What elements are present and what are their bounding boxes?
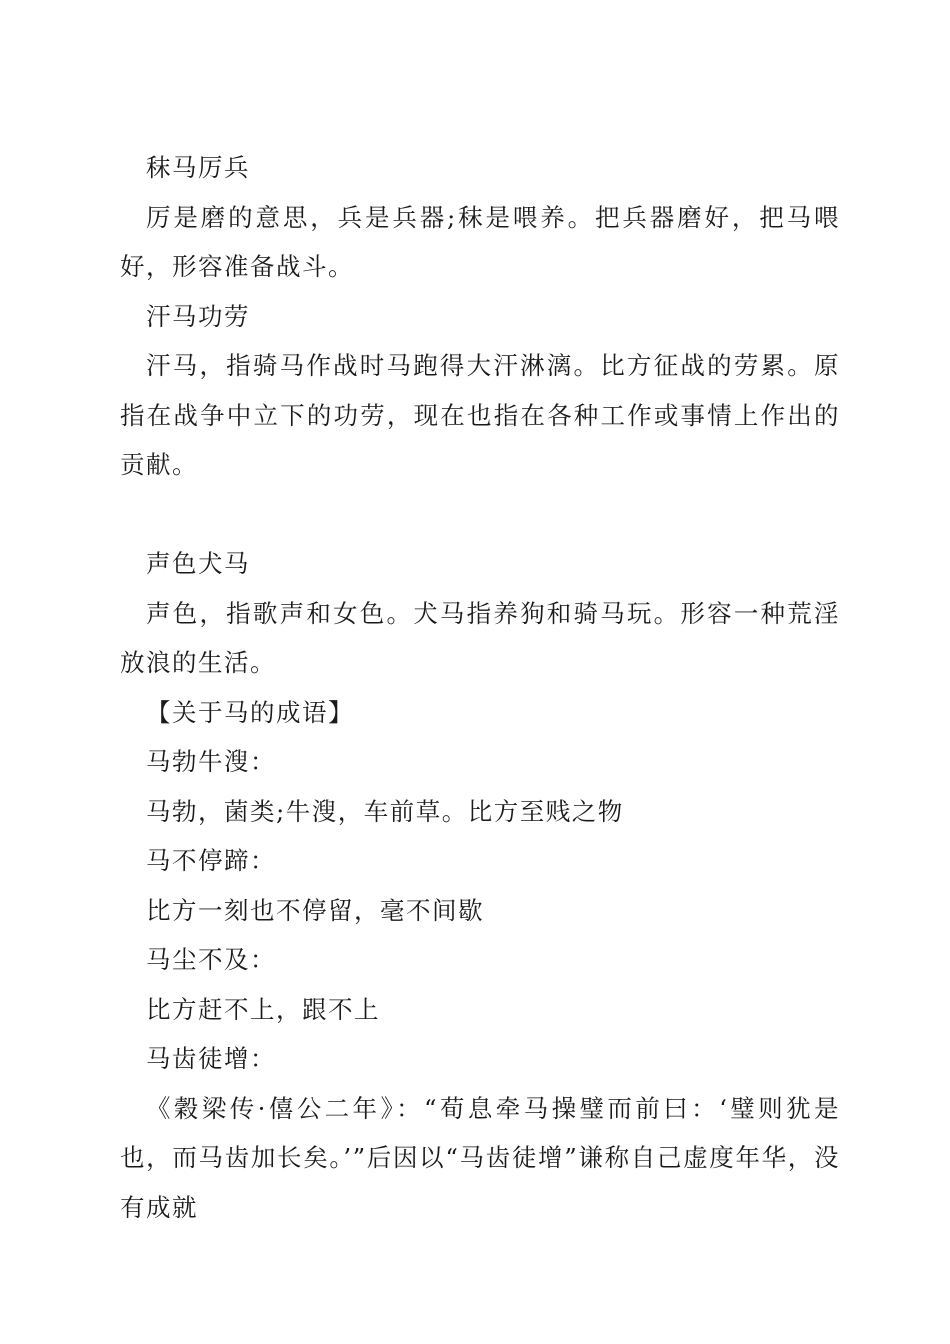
- idiom-heading-momalibing: 秣马厉兵: [146, 153, 250, 182]
- idiom-heading-mabloniusou: 马勃牛溲：: [146, 747, 276, 776]
- idiom-definition-mabutingti: 比方一刻也不停留，毫不间歇: [146, 895, 484, 925]
- idiom-heading-hanmagonglao: 汗马功劳: [146, 301, 250, 331]
- paragraph-spacer: [120, 490, 840, 540]
- idiom-definition-shengsequanma: 声色，指歌声和女色。犬马指养狗和骑马玩。形容一种荒淫放浪的生活。: [120, 598, 840, 677]
- document-body: [120, 143, 840, 1232]
- section-heading: 【关于马的成语】: [146, 697, 354, 727]
- idiom-definition-mabloniusou: 马勃，菌类;牛溲，车前草。比方至贱之物: [146, 796, 624, 826]
- idiom-definition-machituzeng: 《穀梁传·僖公二年》：“荀息牵马操璧而前曰：‘璧则犹是也，而马齿加长矣。’”后因以“马齿徒增”谦称自己虚度年华，没有成就: [120, 1093, 840, 1222]
- idiom-heading-shengsequanma: 声色犬马: [146, 549, 250, 578]
- idiom-heading-mabutingti: 马不停蹄：: [146, 846, 276, 875]
- idiom-definition-hanmagonglao: 汗马，指骑马作战时马跑得大汗淋漓。比方征战的劳累。原指在战争中立下的功劳，现在也指在各种工作或事情上作出的贡献。: [120, 351, 840, 479]
- idiom-heading-machituzeng: 马齿徒增：: [146, 1044, 276, 1073]
- idiom-definition-momalibing: 厉是磨的意思，兵是兵器;秣是喂养。把兵器磨好，把马喂好，形容准备战斗。: [120, 202, 840, 281]
- idiom-heading-machenbuji: 马尘不及：: [146, 945, 276, 974]
- idiom-definition-machenbuji: 比方赶不上，跟不上: [146, 994, 380, 1024]
